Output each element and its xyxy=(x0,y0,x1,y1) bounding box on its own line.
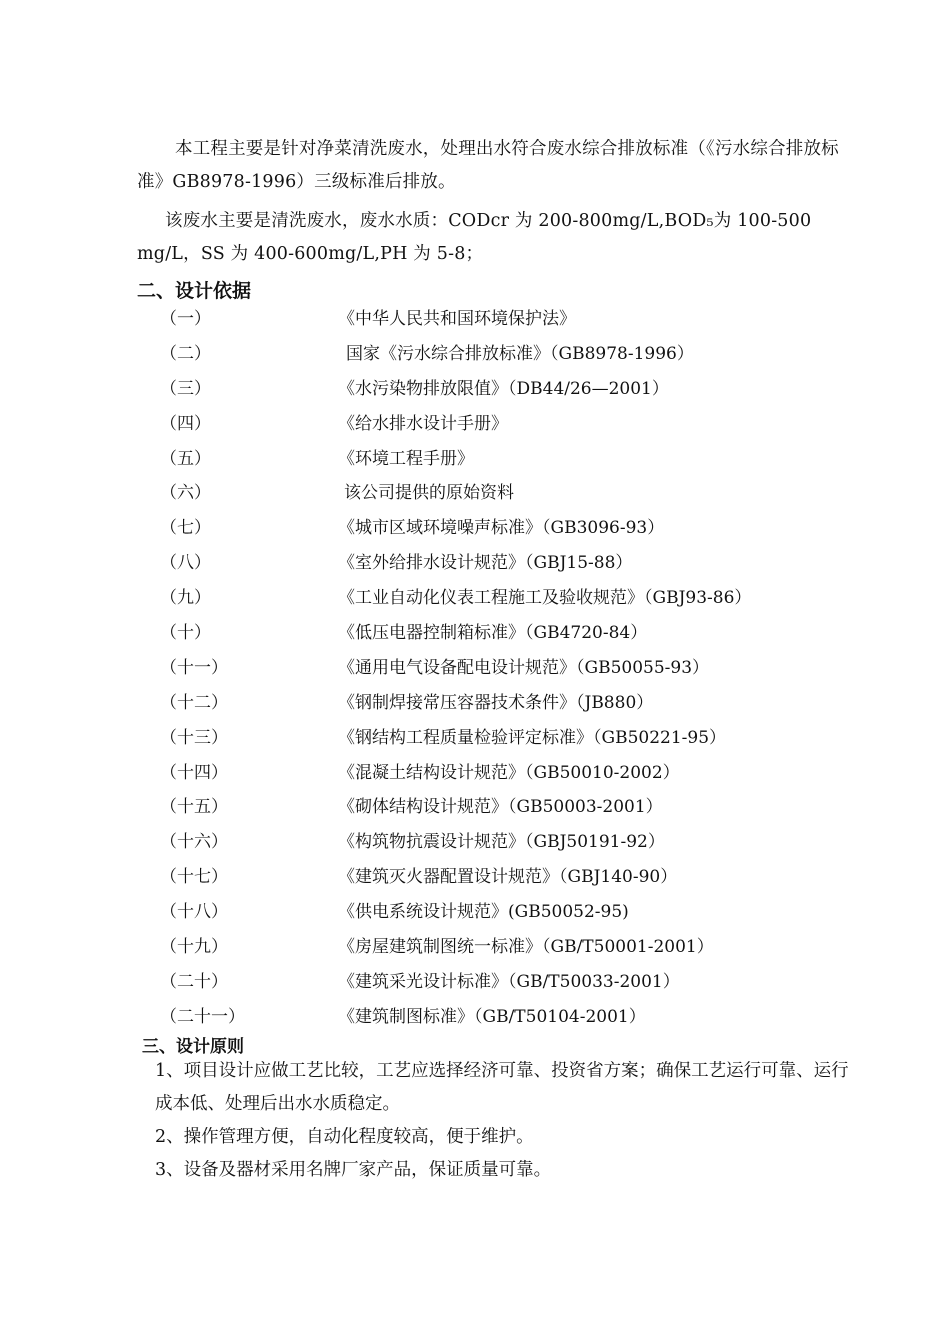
list-item xyxy=(160,860,860,895)
list-item-document: 《构筑物抗震设计规范》（GBJ50191-92） xyxy=(338,832,665,853)
list-item xyxy=(160,895,860,930)
list-item-document: 《中华人民共和国环境保护法》 xyxy=(338,309,576,329)
list-item-document: 《钢制焊接常压容器技术条件》（JB880） xyxy=(338,692,654,713)
list-item xyxy=(160,407,860,442)
principle-item: 1、项目设计应做工艺比较，工艺应选择经济可靠、投资省方案；确保工艺运行可靠、运行成本低、处理后出水水质稳定。 xyxy=(155,1061,849,1114)
list-item-number: （十九） xyxy=(160,937,228,958)
list-item-number: （四） xyxy=(160,413,211,434)
list-item xyxy=(160,546,860,581)
list-item-document: 《环境工程手册》 xyxy=(338,448,474,469)
list-item-document: 《建筑制图标准》（GB/T50104-2001） xyxy=(338,1006,646,1027)
list-item-document: 《砌体结构设计规范》（GB50003-2001） xyxy=(338,797,663,818)
list-item-number: （二十） xyxy=(160,971,228,992)
list-item-document: 《城市区域环境噪声标准》（GB3096-93） xyxy=(338,518,665,539)
list-item-document: 《通用电气设备配电设计规范》（GB50055-93） xyxy=(338,657,710,678)
section-heading-design-basis: 二、设计依据 xyxy=(137,280,252,302)
list-item-number: （七） xyxy=(160,518,211,539)
list-item xyxy=(160,721,860,756)
list-item-document: 《水污染物排放限值》（DB44/26—2001） xyxy=(338,378,669,399)
list-item-number: （十） xyxy=(160,623,211,644)
list-item-document: 国家《污水综合排放标准》（GB8978-1996） xyxy=(346,343,694,364)
list-item xyxy=(160,756,860,791)
list-item-document: 《工业自动化仪表工程施工及验收规范》（GBJ93-86） xyxy=(338,588,752,609)
principle-item: 2、操作管理方便，自动化程度较高，便于维护。 xyxy=(155,1127,534,1147)
list-item-number: （十六） xyxy=(160,832,228,853)
principle-item: 3、设备及器材采用名牌厂家产品，保证质量可靠。 xyxy=(155,1160,552,1180)
list-item-number: （二） xyxy=(160,343,211,364)
list-item-document: 《建筑采光设计标准》（GB/T50033-2001） xyxy=(338,971,680,992)
list-item-number: （十四） xyxy=(160,762,228,783)
intro-paragraph-1: 本工程主要是针对净菜清洗废水，处理出水符合废水综合排放标准（《污水综合排放标准》GB8978-1996）三级标准后排放。 xyxy=(137,139,839,192)
list-item-number: （十八） xyxy=(160,902,228,923)
list-item-number: （八） xyxy=(160,553,211,574)
list-item-number: （二十一） xyxy=(160,1006,245,1027)
list-item-document: 《建筑灭火器配置设计规范》（GBJ140-90） xyxy=(338,867,678,888)
list-item xyxy=(160,372,860,407)
list-item-document: 《房屋建筑制图统一标准》（GB/T50001-2001） xyxy=(338,937,714,958)
list-item xyxy=(160,825,860,860)
list-item xyxy=(160,790,860,825)
list-item xyxy=(160,651,860,686)
list-item-number: （十二） xyxy=(160,692,228,713)
list-item-number: （十五） xyxy=(160,797,228,818)
list-item-document: 《低压电器控制箱标准》（GB4720-84） xyxy=(338,623,648,644)
list-item xyxy=(160,337,860,372)
intro-paragraph-2: 该废水主要是清洗废水，废水水质：CODcr 为 200-800mg/L,BOD₅为 100-500 mg/L，SS 为 400-600mg/L,PH 为 5-8； xyxy=(137,211,812,264)
list-item-number: （十七） xyxy=(160,867,228,888)
list-item-number: （六） xyxy=(160,483,211,504)
list-item-document: 《混凝土结构设计规范》（GB50010-2002） xyxy=(338,762,680,783)
list-item xyxy=(160,965,860,1000)
list-item-document: 《室外给排水设计规范》（GBJ15-88） xyxy=(338,553,633,574)
list-item-number: （十一） xyxy=(160,657,228,678)
list-item xyxy=(160,511,860,546)
list-item xyxy=(160,581,860,616)
list-item-number: （五） xyxy=(160,448,211,469)
list-item-number: （十三） xyxy=(160,727,228,748)
list-item-number: （三） xyxy=(160,378,211,399)
list-item xyxy=(160,476,860,511)
list-item xyxy=(160,686,860,721)
list-item xyxy=(160,930,860,965)
list-item-number: （一） xyxy=(160,309,211,329)
design-basis-list xyxy=(160,302,860,1035)
list-item xyxy=(160,442,860,477)
list-item xyxy=(160,302,860,337)
list-item-document: 《供电系统设计规范》(GB50052-95) xyxy=(338,902,629,923)
list-item-document: 《给水排水设计手册》 xyxy=(338,413,508,434)
design-principles-list xyxy=(137,1055,857,1187)
list-item xyxy=(160,1000,860,1035)
list-item-number: （九） xyxy=(160,588,211,609)
list-item-document: 《钢结构工程质量检验评定标准》（GB50221-95） xyxy=(338,727,727,748)
section-heading-design-principles: 三、设计原则 xyxy=(142,1037,244,1057)
list-item xyxy=(160,616,860,651)
list-item-document: 该公司提供的原始资料 xyxy=(344,483,514,504)
